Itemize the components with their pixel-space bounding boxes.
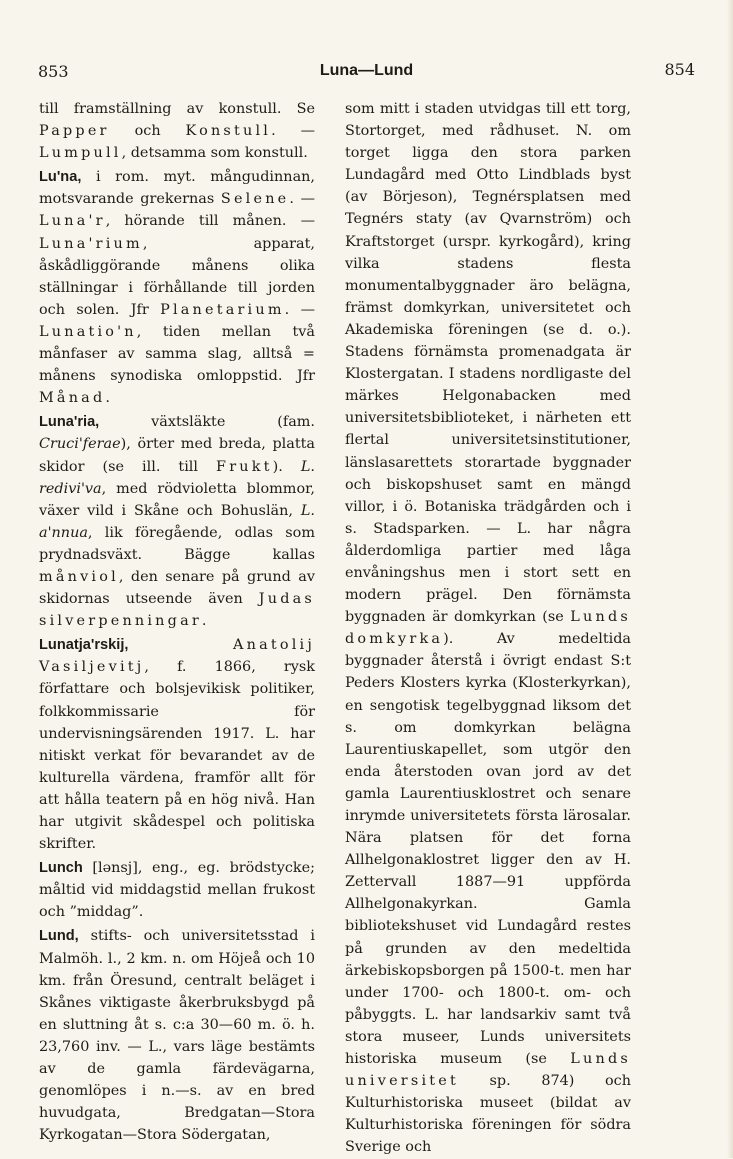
headword: Luna'ria, [39,414,100,431]
page-number-left: 853 [38,62,69,81]
running-title: Luna—Lund [319,62,414,79]
entry-continuation: till framställning av konstull. Se Papper och Konstull. — Lumpull, detsamma som konstull. [39,101,315,162]
entry-lund: Lund, stifts- och universitetsstad i Malmöh. l., 2 km. n. om Höjeå och 10 km. från Öresund, centralt beläget i Skånes viktigaste åkerbruksbygd på en sluttning åt s. c:a 30—60 m. ö. h. 23,760 inv. — L., vars läge bestämts av de gamla färdevägarna, genomlöpes i n.—s. av en bred huvudgata, Bredgatan—Stora Kyrkogatan—Stora Södergatan, [39,928,315,1144]
running-header [38,62,695,86]
headword: Lunch [39,860,83,877]
right-column [345,98,631,1159]
entry-lunaria: Luna'ria, växtsläkte (fam. Cruci'ferae), örter med breda, platta skidor (se ill. till Frukt). L. redivi'va, med rödvioletta blommor, växer vild i Skåne och Bohuslän, L. a'nnua, lik föregående, odlas som prydnadsväxt. Bägge kallas månviol, den senare på grund av skidornas utseende även Judas silverpenningar. [39,414,316,630]
entry-lunatjarskij: Lunatja'rskij, Anatolij Vasiljevitj, f. 1866, rysk författare och bolsjevikisk politiker, folkkommissarie för undervisningsärenden 1917. L. har nitiskt verkat för bevarandet av de kulturella värdena, framför allt för att hålla teatern på en hög nivå. Han har utgivit skådespel och politiska skrifter. [39,637,315,853]
left-column [39,98,315,1146]
headword: Lunatja'rskij, [39,637,129,654]
entry-lund-continued: som mitt i staden utvidgas till ett torg, Stortorget, med rådhuset. N. om torget ligga den stora parken Lundagård med Otto Lindblads byst (av Börjeson), Tegnérsplatsen med Tegnérs staty (av Qvarnström) och Kraftstorget (urspr. kyrkogård), kring vilka stadens flesta monumentalbyggnader äro belägna, främst domkyrkan, universitetet och Akademiska föreningen (se d. o.). Stadens förnämsta promenadgata är Klostergatan. I stadens nordligaste del märkes Helgonabacken med universitetsbiblioteket, i närheten ett flertal universitetsinstitutioner, länslasarettets storartade byggnader och biskopshuset samt en mängd villor, i ö. Botaniska trädgården och i s. Stadsparken. — L. har några ålderdomliga partier med låga envåningshus men i stort sett en modern prägel. Den förnämsta byggnaden är domkyrkan (se Lunds domkyrka). Av medeltida byggnader återstå i övrigt endast S:t Peders Klosters kyrka (Klosterkyrkan), en sengotisk tegelbyggnad liksom det s. om domkyrkan belägna Laurentiuskapellet, som utgör den enda återstoden ovan jord av det gamla Laurentiusklostret och senare inrymde universitetets första lärosalar. Nära platsen för det forna Allhelgonaklostret ligger den av H. Zettervall 1887—91 uppförda Allhelgonakyrkan. Gamla bibliotekshuset vid Lundagård restes på grunden av den medeltida ärkebiskopsborgen på 1500-t. men har under 1700- och 1800-t. om- och påbyggts. L. har landsarkiv samt två stora museer, Lunds universitets historiska museum (se Lunds universitet sp. 874) och Kulturhistoriska museet (bildat av Kulturhistoriska föreningen för södra Sverige och [345,101,631,1156]
headword: Lu'na, [39,169,82,186]
page-number-right: 854 [664,60,695,79]
entry-luna: Lu'na, i rom. myt. mångudinnan, motsvarande grekernas Selene. — Luna'r, hörande till månen. — Luna'rium, apparat, åskådliggörande månens olika ställningar i förhållande till jorden och solen. Jfr Planetarium. — Lunatio'n, tiden mellan två månfaser av samma slag, alltså = månens synodiska omloppstid. Jfr Månad. [39,169,316,407]
page-edge-shadow [727,0,733,1158]
headword: Lund, [39,928,79,945]
entry-lunch: Lunch [lənsj], eng., eg. brödstycke; måltid vid middagstid mellan frukost och ”middag”. [39,860,315,921]
